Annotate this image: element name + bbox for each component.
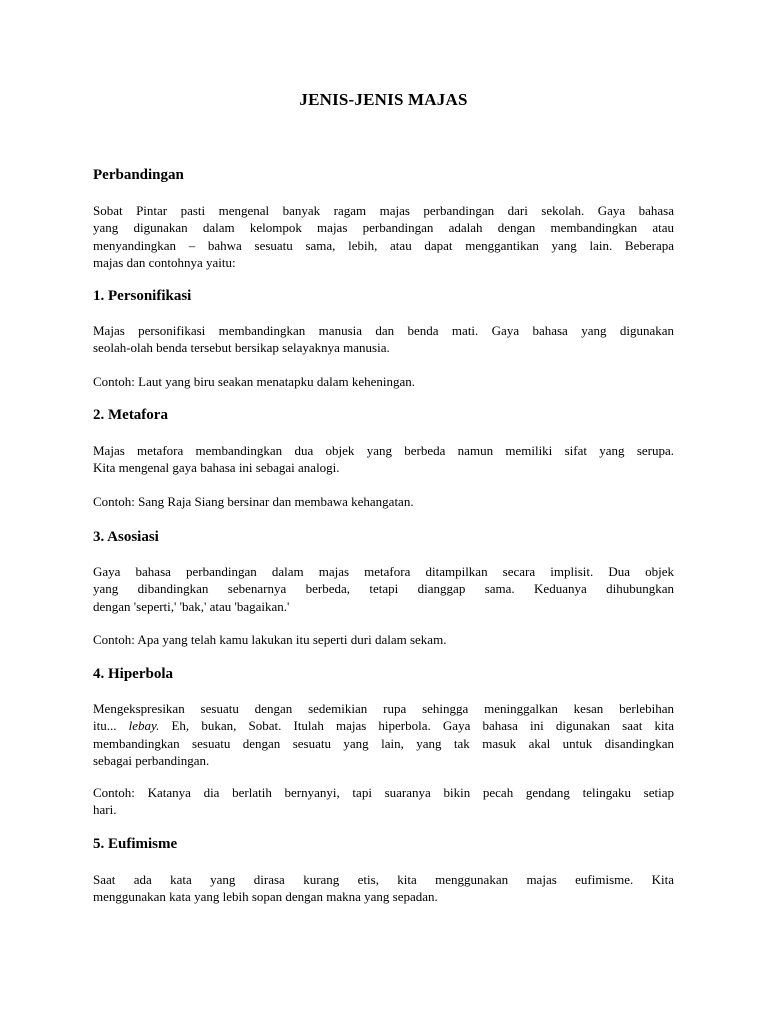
paragraph-line: sebagai perbandingan. (93, 752, 210, 768)
personifikasi-example: Contoh: Laut yang biru seakan menatapku dalam keheningan. (93, 374, 416, 389)
paragraph-line: Majas personifikasi membandingkan manusia dan benda mati. Gaya bahasa yang digunakan (93, 323, 674, 338)
section-heading-perbandingan: Perbandingan (93, 167, 184, 183)
asosiasi-example: Contoh: Apa yang telah kamu lakukan itu seperti duri dalam sekam. (93, 632, 447, 647)
intro-paragraph (93, 202, 674, 271)
italic-word: lebay. (128, 718, 160, 734)
paragraph-line: Gaya bahasa perbandingan dalam majas metafora ditampilkan secara implisit. Dua objek (93, 564, 674, 579)
paragraph-line: dengan 'seperti,' 'bak,' atau 'bagaikan.' (93, 598, 290, 614)
page-title: JENIS-JENIS MAJAS (299, 90, 468, 109)
section-heading-asosiasi: 3. Asosiasi (93, 529, 159, 545)
section-heading-hiperbola: 4. Hiperbola (93, 666, 174, 682)
paragraph-line: menggunakan kata yang lebih sopan dengan makna yang sepadan. (93, 889, 438, 905)
paragraph-line (93, 717, 674, 734)
line-text: itu... (93, 718, 117, 734)
section-heading-eufimisme: 5. Eufimisme (93, 836, 178, 852)
paragraph-line: Saat ada kata yang dirasa kurang etis, kita menggunakan majas eufimisme. Kita (93, 872, 674, 887)
paragraph-line: menyandingkan – bahwa sesuatu sama, lebih, atau dapat menggantikan yang lain. Beberapa (93, 237, 674, 253)
hiperbola-paragraph (93, 700, 674, 769)
paragraph-line: yang digunakan dalam kelompok majas perbandingan adalah dengan membandingkan atau (93, 220, 674, 236)
section-heading-metafora: 2. Metafora (93, 407, 168, 423)
line-text: Eh, bukan, Sobat. Itulah majas hiperbola. Gaya bahasa ini digunakan saat kita (171, 718, 675, 734)
personifikasi-paragraph (93, 322, 674, 357)
metafora-example: Contoh: Sang Raja Siang bersinar dan membawa kehangatan. (93, 494, 414, 509)
document-page (93, 0, 674, 1024)
paragraph-line: Sobat Pintar pasti mengenal banyak ragam majas perbandingan dari sekolah. Gaya bahasa (93, 203, 674, 218)
asosiasi-paragraph (93, 563, 674, 615)
eufimisme-paragraph (93, 871, 674, 906)
paragraph-line: yang dibandingkan sebenarnya berbeda, tetapi dianggap sama. Keduanya dihubungkan (93, 581, 674, 597)
paragraph-line: Kita mengenal gaya bahasa ini sebagai analogi. (93, 460, 340, 476)
paragraph-line: seolah-olah benda tersebut bersikap selayaknya manusia. (93, 340, 390, 356)
paragraph-line: membandingkan sesuatu dengan sesuatu yang lain, yang tak masuk akal untuk disandingkan (93, 735, 674, 751)
metafora-paragraph (93, 442, 674, 477)
paragraph-line: Contoh: Katanya dia berlatih bernyanyi, tapi suaranya bikin pecah gendang telingaku setiap (93, 785, 674, 800)
paragraph-line: hari. (93, 802, 117, 818)
paragraph-line: majas dan contohnya yaitu: (93, 254, 236, 270)
section-heading-personifikasi: 1. Personifikasi (93, 288, 192, 304)
hiperbola-example (93, 784, 674, 819)
paragraph-line: Mengekspresikan sesuatu dengan sedemikian rupa sehingga meninggalkan kesan berlebihan (93, 701, 674, 716)
paragraph-line: Majas metafora membandingkan dua objek yang berbeda namun memiliki sifat yang serupa. (93, 443, 674, 458)
